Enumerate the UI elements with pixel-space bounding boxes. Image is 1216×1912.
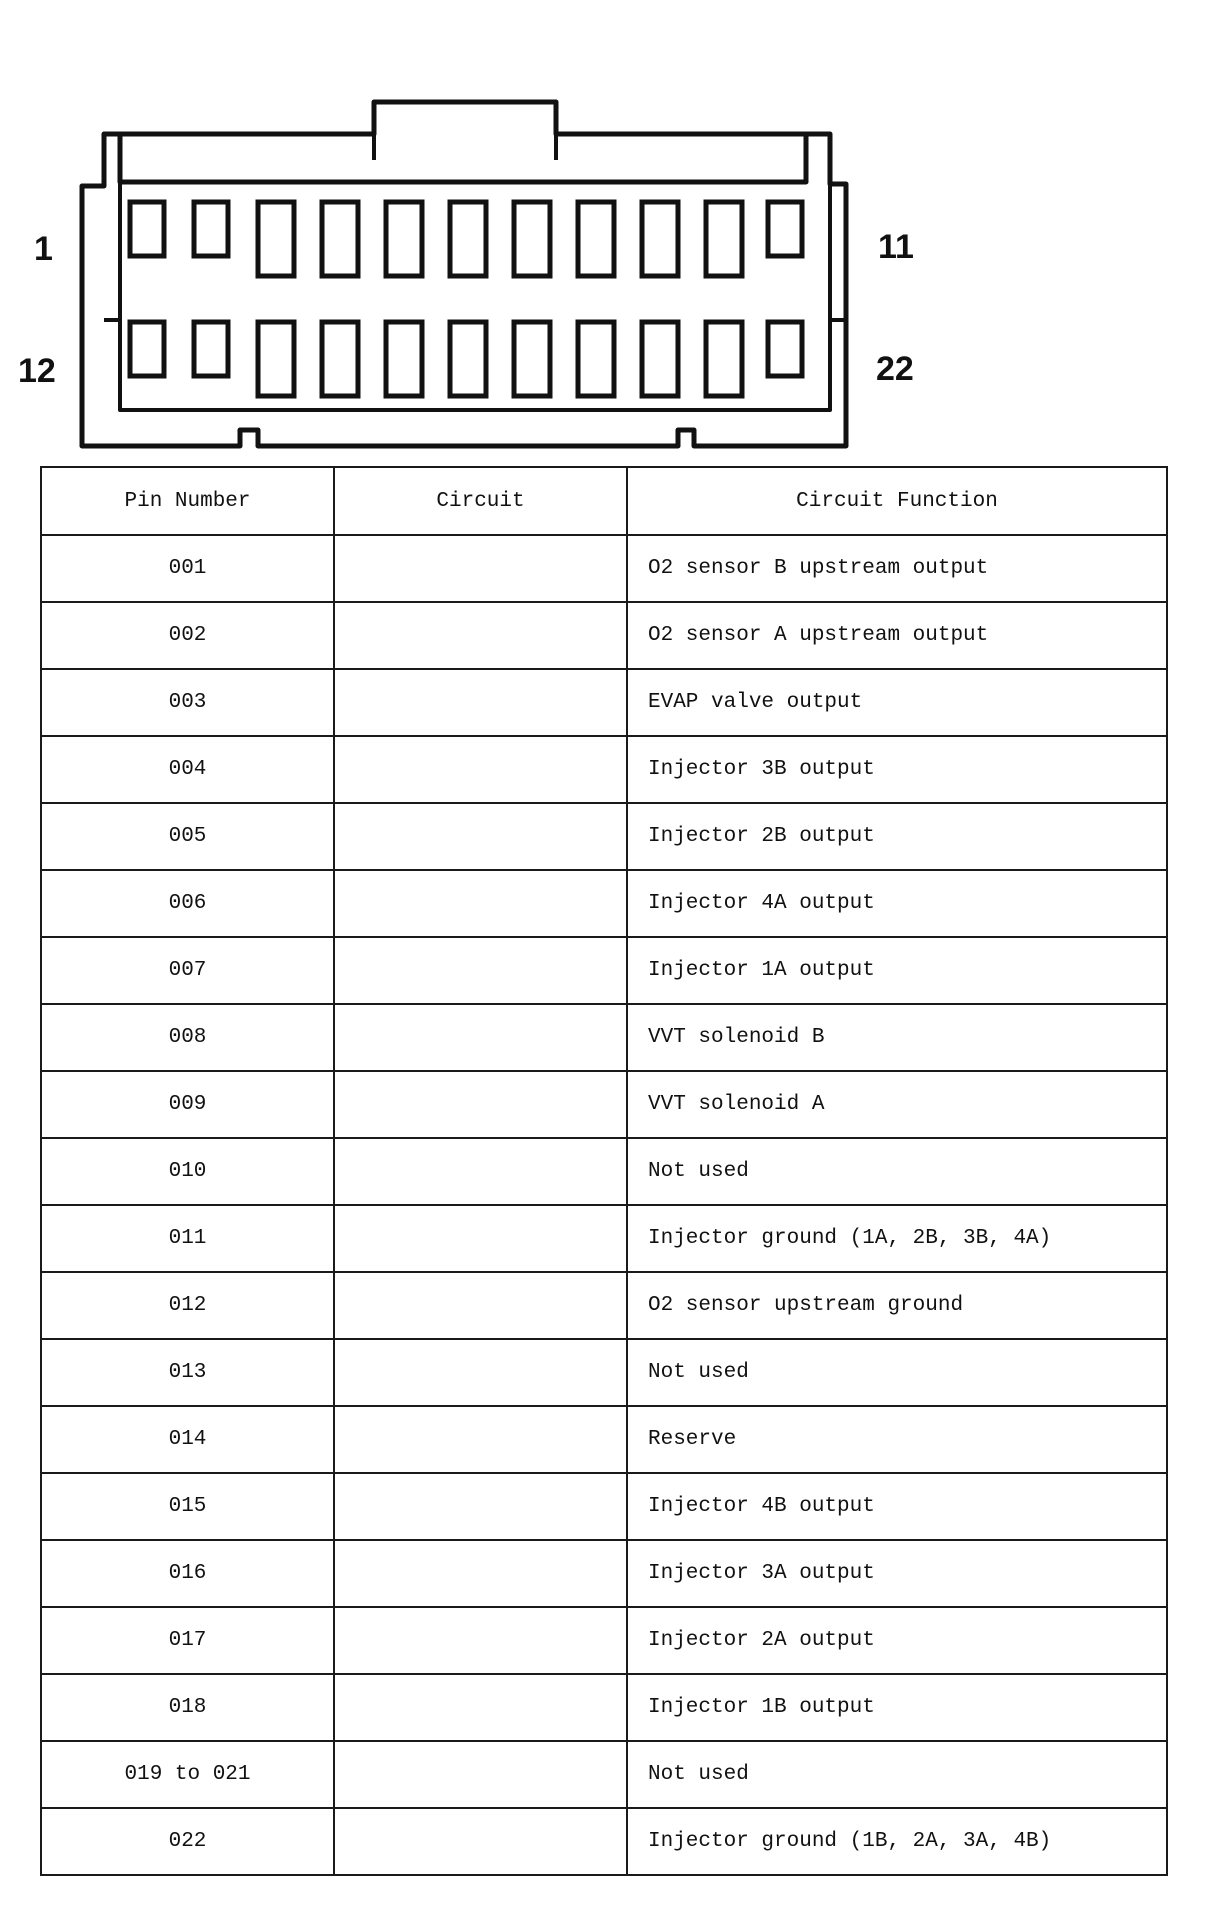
table-row bbox=[41, 1674, 1167, 1741]
pin-number-cell: 006 bbox=[41, 870, 334, 937]
circuit-cell bbox=[334, 803, 627, 870]
function-cell: Not used bbox=[627, 1339, 1167, 1406]
pin-number-cell: 018 bbox=[41, 1674, 334, 1741]
table-row bbox=[41, 1004, 1167, 1071]
function-cell: VVT solenoid B bbox=[627, 1004, 1167, 1071]
circuit-cell bbox=[334, 1071, 627, 1138]
pin-cavity bbox=[322, 202, 358, 276]
pin-cavity bbox=[450, 202, 486, 276]
table-row bbox=[41, 669, 1167, 736]
pin-number-cell: 019 to 021 bbox=[41, 1741, 334, 1808]
table-row bbox=[41, 535, 1167, 602]
pin-number-cell: 001 bbox=[41, 535, 334, 602]
circuit-cell bbox=[334, 937, 627, 1004]
pin-cavity bbox=[194, 322, 228, 376]
pin-cavity bbox=[578, 322, 614, 396]
circuit-cell bbox=[334, 1004, 627, 1071]
table-row bbox=[41, 937, 1167, 1004]
table-row bbox=[41, 1473, 1167, 1540]
pin-cavity bbox=[258, 322, 294, 396]
function-cell: Injector 3B output bbox=[627, 736, 1167, 803]
pin-cavity bbox=[706, 202, 742, 276]
table-row bbox=[41, 1540, 1167, 1607]
pinout-table bbox=[40, 466, 1168, 1876]
pin-cavity bbox=[642, 322, 678, 396]
function-cell: Injector ground (1B, 2A, 3A, 4B) bbox=[627, 1808, 1167, 1875]
pin-cavity bbox=[322, 322, 358, 396]
connector-diagram bbox=[0, 0, 1216, 460]
circuit-cell bbox=[334, 736, 627, 803]
pin-number-cell: 004 bbox=[41, 736, 334, 803]
pin-number-cell: 009 bbox=[41, 1071, 334, 1138]
pin-cavity bbox=[194, 202, 228, 256]
pin-number-cell: 003 bbox=[41, 669, 334, 736]
pin-cavity bbox=[642, 202, 678, 276]
pin-cavity bbox=[386, 322, 422, 396]
function-cell: Not used bbox=[627, 1741, 1167, 1808]
pin-label-12: 12 bbox=[18, 352, 56, 390]
function-cell: Not used bbox=[627, 1138, 1167, 1205]
pin-number-cell: 005 bbox=[41, 803, 334, 870]
table-row bbox=[41, 1607, 1167, 1674]
function-cell: Injector 1B output bbox=[627, 1674, 1167, 1741]
pin-number-cell: 015 bbox=[41, 1473, 334, 1540]
circuit-cell bbox=[334, 1406, 627, 1473]
pin-cavity bbox=[386, 202, 422, 276]
pin-number-cell: 013 bbox=[41, 1339, 334, 1406]
table-row bbox=[41, 1339, 1167, 1406]
pin-cavity bbox=[450, 322, 486, 396]
circuit-cell bbox=[334, 1272, 627, 1339]
function-cell: Injector 4A output bbox=[627, 870, 1167, 937]
table-row bbox=[41, 870, 1167, 937]
pin-cavity bbox=[768, 322, 802, 376]
pin-number-cell: 014 bbox=[41, 1406, 334, 1473]
connector-cavity bbox=[120, 134, 806, 182]
pin-label-1: 1 bbox=[34, 230, 53, 268]
circuit-cell bbox=[334, 1808, 627, 1875]
pin-cavity bbox=[130, 322, 164, 376]
circuit-cell bbox=[334, 1607, 627, 1674]
pin-cavity bbox=[514, 202, 550, 276]
pin-row-top bbox=[130, 202, 802, 276]
circuit-cell bbox=[334, 669, 627, 736]
table-row bbox=[41, 602, 1167, 669]
function-cell: VVT solenoid A bbox=[627, 1071, 1167, 1138]
circuit-cell bbox=[334, 1339, 627, 1406]
function-cell: Injector 2A output bbox=[627, 1607, 1167, 1674]
circuit-cell bbox=[334, 1473, 627, 1540]
circuit-cell bbox=[334, 1741, 627, 1808]
function-cell: Injector 3A output bbox=[627, 1540, 1167, 1607]
table-row bbox=[41, 1071, 1167, 1138]
circuit-cell bbox=[334, 870, 627, 937]
header-pin-number: Pin Number bbox=[41, 467, 334, 535]
circuit-cell bbox=[334, 1138, 627, 1205]
pin-number-cell: 011 bbox=[41, 1205, 334, 1272]
function-cell: O2 sensor B upstream output bbox=[627, 535, 1167, 602]
table-row bbox=[41, 1741, 1167, 1808]
circuit-cell bbox=[334, 1205, 627, 1272]
table-row bbox=[41, 803, 1167, 870]
pin-cavity bbox=[514, 322, 550, 396]
pin-number-cell: 016 bbox=[41, 1540, 334, 1607]
pin-number-cell: 012 bbox=[41, 1272, 334, 1339]
table-row bbox=[41, 1808, 1167, 1875]
pin-label-11: 11 bbox=[878, 228, 914, 266]
pin-cavity bbox=[578, 202, 614, 276]
pin-number-cell: 017 bbox=[41, 1607, 334, 1674]
pin-cavity bbox=[768, 202, 802, 256]
function-cell: Injector 1A output bbox=[627, 937, 1167, 1004]
function-cell: O2 sensor upstream ground bbox=[627, 1272, 1167, 1339]
table-header-row bbox=[41, 467, 1167, 535]
table-row bbox=[41, 1205, 1167, 1272]
header-circuit-function: Circuit Function bbox=[627, 467, 1167, 535]
circuit-cell bbox=[334, 602, 627, 669]
circuit-cell bbox=[334, 1540, 627, 1607]
table-row bbox=[41, 1138, 1167, 1205]
circuit-cell bbox=[334, 535, 627, 602]
table-row bbox=[41, 1406, 1167, 1473]
pin-number-cell: 002 bbox=[41, 602, 334, 669]
pin-cavity bbox=[130, 202, 164, 256]
pin-label-22: 22 bbox=[876, 350, 914, 388]
pin-number-cell: 008 bbox=[41, 1004, 334, 1071]
pin-number-cell: 010 bbox=[41, 1138, 334, 1205]
function-cell: Injector 4B output bbox=[627, 1473, 1167, 1540]
pin-row-bottom bbox=[130, 322, 802, 396]
table-row bbox=[41, 1272, 1167, 1339]
function-cell: Injector ground (1A, 2B, 3B, 4A) bbox=[627, 1205, 1167, 1272]
function-cell: Reserve bbox=[627, 1406, 1167, 1473]
header-circuit: Circuit bbox=[334, 467, 627, 535]
function-cell: EVAP valve output bbox=[627, 669, 1167, 736]
circuit-cell bbox=[334, 1674, 627, 1741]
pin-cavity bbox=[258, 202, 294, 276]
function-cell: O2 sensor A upstream output bbox=[627, 602, 1167, 669]
pin-number-cell: 007 bbox=[41, 937, 334, 1004]
function-cell: Injector 2B output bbox=[627, 803, 1167, 870]
pin-number-cell: 022 bbox=[41, 1808, 334, 1875]
table-row bbox=[41, 736, 1167, 803]
pin-cavity bbox=[706, 322, 742, 396]
